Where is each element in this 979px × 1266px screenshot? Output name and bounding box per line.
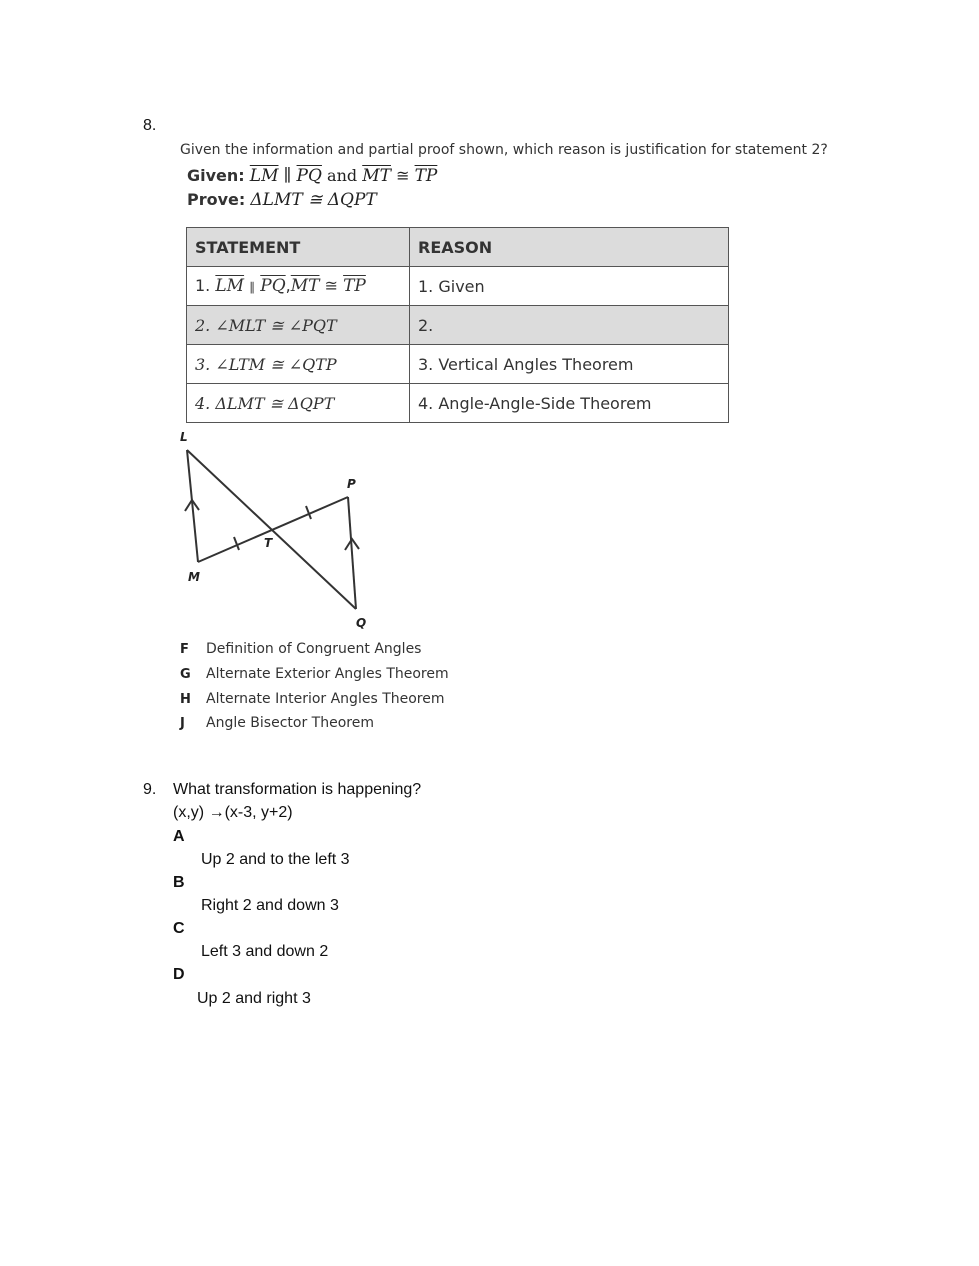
option-text-d[interactable]: Up 2 and right 3 <box>197 990 311 1007</box>
option-letter: F <box>180 642 189 657</box>
table-row <box>187 267 729 306</box>
header-reason: REASON <box>410 228 729 267</box>
row3-reason: 3. Vertical Angles Theorem <box>410 345 729 384</box>
rule-left: (x,y) <box>173 804 205 821</box>
triangle-diagram <box>170 425 390 635</box>
segment-mp-line <box>198 497 348 562</box>
prove-line: Prove: ΔLMT ≅ ΔQPT <box>187 190 377 210</box>
table-row <box>187 306 729 345</box>
option-letter-c[interactable]: C <box>173 920 185 937</box>
question-8-prompt: Given the information and partial proof shown, which reason is justification for statement 2? <box>180 142 828 158</box>
row2-reason: 2. <box>410 306 729 345</box>
answer-option-f[interactable] <box>180 641 421 657</box>
row4-reason: 4. Angle-Angle-Side Theorem <box>410 384 729 423</box>
option-text: Definition of Congruent Angles <box>206 641 422 657</box>
option-text-c[interactable]: Left 3 and down 2 <box>201 943 329 960</box>
row4-statement <box>187 384 410 423</box>
row1-segment-tp: $\overline{TP}$ <box>343 276 366 296</box>
row1-parallel: ∥ <box>249 280 256 294</box>
row1-number: 1. <box>195 276 211 295</box>
option-letter-a[interactable]: A <box>173 828 185 845</box>
transformation-rule <box>173 804 293 822</box>
row1-congruent: ≅ <box>324 276 338 295</box>
question-9-prompt: What transformation is happening? <box>173 781 422 798</box>
option-letter: G <box>180 667 191 682</box>
rule-right: (x-3, y+2) <box>224 804 293 821</box>
row3-statement-text: 3. ∠LTM ≅ ∠QTP <box>195 354 337 374</box>
row1-comma: , <box>285 276 291 295</box>
prove-label: Prove <box>187 190 239 209</box>
row3-statement <box>187 345 410 384</box>
row2-statement-text: 2. ∠MLT ≅ ∠PQT <box>195 315 337 335</box>
parallel-symbol: ∥ <box>283 166 292 186</box>
row1-statement <box>187 267 410 306</box>
arrow-icon: → <box>208 804 225 821</box>
table-row <box>187 345 729 384</box>
row1-reason: 1. Given <box>410 267 729 306</box>
option-letter-d[interactable]: D <box>173 966 185 983</box>
and-word: and <box>327 166 358 185</box>
row1-segment-lm: $\overline{LM}$ <box>215 276 245 296</box>
table-header-row <box>187 228 729 267</box>
row2-statement <box>187 306 410 345</box>
given-label: Given <box>187 166 239 185</box>
label-q: Q <box>356 616 367 630</box>
label-l: L <box>180 430 188 444</box>
proof-table <box>186 227 729 423</box>
answer-option-j[interactable] <box>180 715 374 731</box>
row1-segment-mt: $\overline{MT}$ <box>290 276 320 296</box>
answer-option-g[interactable] <box>180 666 449 682</box>
segment-pq-line <box>348 497 356 609</box>
segment-mt: $\overline{MT}$ <box>362 166 391 186</box>
option-letter: H <box>180 692 191 707</box>
option-text-a[interactable]: Up 2 and to the left 3 <box>201 851 350 868</box>
option-text: Alternate Interior Angles Theorem <box>206 691 445 707</box>
segment-lm: $\overline{LM}$ <box>249 166 279 186</box>
option-letter-b[interactable]: B <box>173 874 185 891</box>
option-text: Alternate Exterior Angles Theorem <box>206 666 449 682</box>
given-line: Given: $\overline{LM}$ ∥ $\overline{PQ}$ and $\overline{MT}$ ≅ $\overline{TP}$ <box>187 166 438 186</box>
label-p: P <box>347 477 356 491</box>
label-t: T <box>264 536 273 550</box>
header-statement: STATEMENT <box>187 228 410 267</box>
row1-segment-pq: $\overline{PQ}$ <box>260 276 286 296</box>
congruent-symbol: ≅ <box>396 166 410 185</box>
option-letter: J <box>180 716 185 731</box>
segment-pq: $\overline{PQ}$ <box>296 166 322 186</box>
question-8-number: 8. <box>143 117 157 134</box>
segment-tp: $\overline{TP}$ <box>414 166 438 186</box>
label-m: M <box>188 570 200 584</box>
table-row <box>187 384 729 423</box>
answer-option-h[interactable] <box>180 691 445 707</box>
prove-statement: ΔLMT ≅ ΔQPT <box>250 190 377 210</box>
option-text: Angle Bisector Theorem <box>206 715 374 731</box>
question-9-number: 9. <box>143 781 157 798</box>
row4-statement-text: 4. ΔLMT ≅ ΔQPT <box>195 393 335 413</box>
option-text-b[interactable]: Right 2 and down 3 <box>201 897 339 914</box>
